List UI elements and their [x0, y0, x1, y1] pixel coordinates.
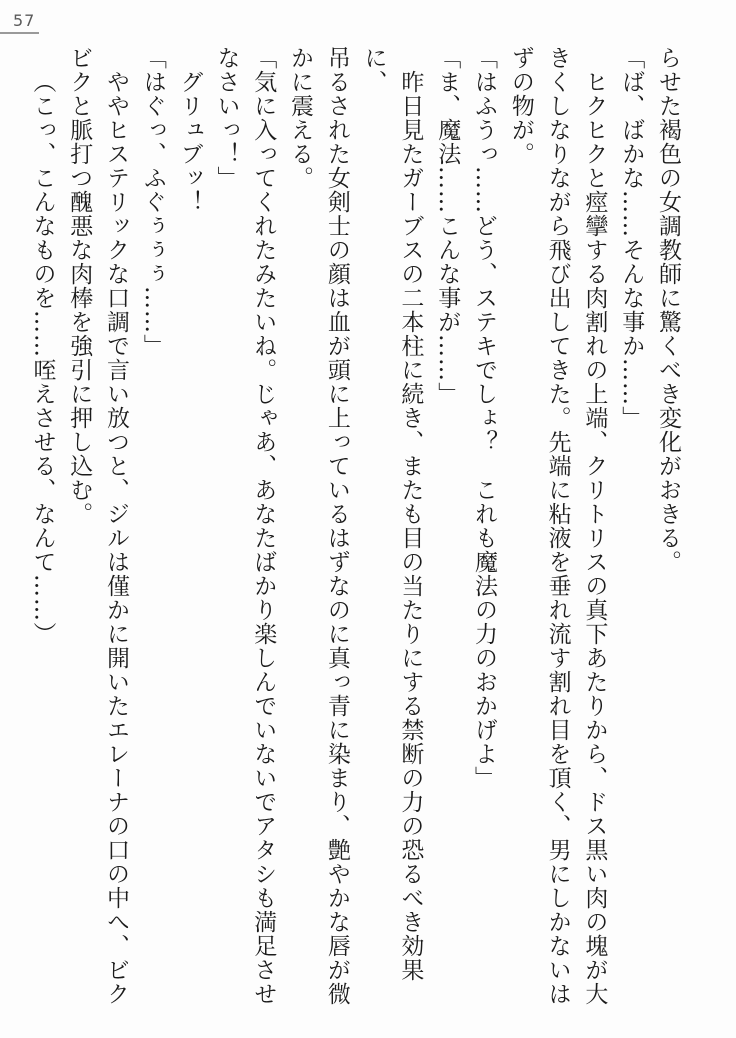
text-column: ビクと脈打つ醜悪な肉棒を強引に押し込む。 [66, 46, 93, 526]
text-column: グリュブッ！ [176, 70, 203, 214]
text-column: ややヒステリックな口調で言い放つと、ジルは僅かに開いたエレーナの口の中へ、ビク [103, 70, 130, 1006]
text-column: （こっ、こんなものを……咥えさせる、なんて……） [29, 70, 56, 646]
text-column: ヒクヒクと痙攣する肉割れの上端、クリトリスの真下あたりから、ドス黒い肉の塊が大 [581, 70, 608, 1006]
text-column: 昨日見たガーブスの二本柱に続き、またも目の当たりにする禁断の力の恐るべき効果に、 [360, 46, 424, 982]
text-column: なさいっ！」 [213, 46, 240, 190]
text-column: 吊るされた女剣士の顔は血が頭に上っているはずなのに真っ青に染まり、艶やかな唇が微 [323, 46, 350, 1006]
text-column: きくしなりながら飛び出してきた。先端に粘液を垂れ流す割れ目を頂く、男にしかないは [544, 46, 571, 1006]
text-column: 「はぐっ、ふぐぅぅぅ……」 [139, 46, 166, 358]
text-column: 「ば、ばかな……そんな事か……」 [618, 46, 645, 430]
text-column: らせた褐色の女調教師に驚くべき変化がおきる。 [655, 46, 681, 574]
text-column: 「はふうっ……どう、ステキでしょ？ これも魔法の力のおかげよ」 [471, 46, 498, 790]
page-number: 57 [13, 11, 36, 30]
text-column: かに震える。 [287, 46, 314, 190]
page-number-rule [0, 32, 39, 34]
text-column: 「ま、魔法……こんな事が……」 [434, 46, 461, 406]
text-column: 「気に入ってくれたみたいね。じゃあ、あなたばかり楽しんでいないでアタシも満足させ [250, 46, 277, 1006]
page-text [24, 46, 686, 1011]
text-column: ずの物が。 [507, 46, 534, 166]
